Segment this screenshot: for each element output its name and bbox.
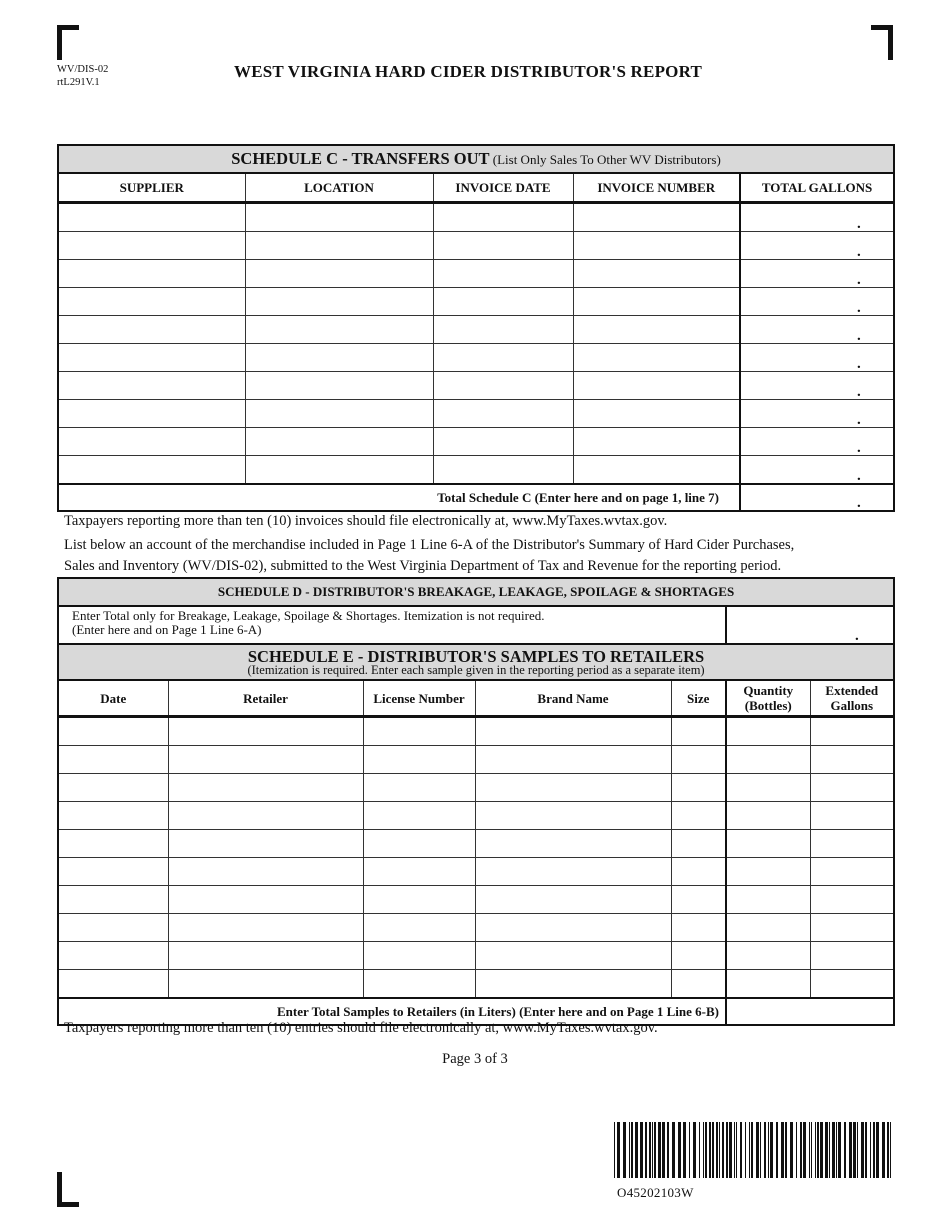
size-input[interactable] bbox=[671, 914, 726, 942]
quantity-input[interactable] bbox=[726, 717, 810, 746]
schedule-e-row bbox=[58, 774, 894, 802]
license-number-input[interactable] bbox=[363, 717, 475, 746]
barcode-bar bbox=[693, 1122, 696, 1178]
invoice-date-input[interactable] bbox=[433, 288, 573, 316]
total-gallons-input[interactable] bbox=[740, 344, 894, 372]
brand-name-input[interactable] bbox=[475, 942, 671, 970]
schedule-e-row bbox=[58, 970, 894, 999]
quantity-input[interactable] bbox=[726, 802, 810, 830]
schedule-c-row bbox=[58, 203, 894, 232]
quantity-input[interactable] bbox=[726, 914, 810, 942]
col-supplier: SUPPLIER bbox=[58, 173, 245, 203]
supplier-input[interactable] bbox=[58, 203, 245, 232]
brand-name-input[interactable] bbox=[475, 970, 671, 999]
invoice-number-input[interactable] bbox=[573, 428, 740, 456]
license-number-input[interactable] bbox=[363, 886, 475, 914]
extended-gallons-input[interactable] bbox=[810, 830, 894, 858]
schedule-c-row bbox=[58, 428, 894, 456]
retailer-input[interactable] bbox=[168, 717, 363, 746]
quantity-input[interactable] bbox=[726, 886, 810, 914]
schedule-e-header bbox=[58, 644, 894, 680]
license-number-input[interactable] bbox=[363, 830, 475, 858]
page-number: Page 3 of 3 bbox=[442, 1051, 508, 1067]
retailer-input[interactable] bbox=[168, 886, 363, 914]
invoice-number-input[interactable] bbox=[573, 400, 740, 428]
size-input[interactable] bbox=[671, 858, 726, 886]
corner-mark-top-right-h bbox=[871, 25, 893, 30]
barcode-bar bbox=[719, 1122, 720, 1178]
invoice-number-input[interactable] bbox=[573, 372, 740, 400]
retailer-input[interactable] bbox=[168, 858, 363, 886]
schedule-c-total-row bbox=[58, 484, 894, 511]
barcode-bar bbox=[654, 1122, 656, 1178]
license-number-input[interactable] bbox=[363, 858, 475, 886]
schedule-c-title-note: (List Only Sales To Other WV Distributors) bbox=[492, 152, 721, 167]
brand-name-input[interactable] bbox=[475, 886, 671, 914]
schedule-e-row bbox=[58, 942, 894, 970]
schedule-d-total-input[interactable] bbox=[726, 606, 894, 644]
barcode-bar bbox=[781, 1122, 784, 1178]
location-input[interactable] bbox=[245, 260, 433, 288]
retailer-input[interactable] bbox=[168, 942, 363, 970]
decimal-marker: . bbox=[857, 244, 861, 260]
barcode-bar bbox=[658, 1122, 661, 1178]
invoice-number-input[interactable] bbox=[573, 288, 740, 316]
schedule-c-table bbox=[57, 144, 895, 512]
quantity-input[interactable] bbox=[726, 942, 810, 970]
brand-name-input[interactable] bbox=[475, 717, 671, 746]
corner-mark-top-left-h bbox=[57, 25, 79, 30]
schedule-e-row bbox=[58, 914, 894, 942]
decimal-marker: . bbox=[857, 468, 861, 484]
location-input[interactable] bbox=[245, 232, 433, 260]
merchandise-note-line-2: Sales and Inventory (WV/DIS-02), submitted to the West Virginia Department of Tax and Revenue for the reporting period. bbox=[64, 558, 782, 574]
brand-name-input[interactable] bbox=[475, 746, 671, 774]
extended-gallons-input[interactable] bbox=[810, 886, 894, 914]
col-size: Size bbox=[671, 680, 726, 717]
date-input[interactable] bbox=[58, 942, 168, 970]
date-input[interactable] bbox=[58, 717, 168, 746]
barcode-bar bbox=[722, 1122, 724, 1178]
barcode-bar bbox=[712, 1122, 714, 1178]
date-input[interactable] bbox=[58, 914, 168, 942]
size-input[interactable] bbox=[671, 774, 726, 802]
date-input[interactable] bbox=[58, 886, 168, 914]
invoice-date-input[interactable] bbox=[433, 428, 573, 456]
schedule-e-efile-note: Taxpayers reporting more than ten (10) entries should file electronically at, www.MyTaxes.wvtax.gov. bbox=[64, 1020, 658, 1036]
decimal-marker: . bbox=[857, 328, 861, 344]
barcode-bar bbox=[716, 1122, 718, 1178]
barcode-bar bbox=[756, 1122, 759, 1178]
schedule-e-row bbox=[58, 886, 894, 914]
extended-gallons-input[interactable] bbox=[810, 717, 894, 746]
barcode-bar bbox=[809, 1122, 810, 1178]
size-input[interactable] bbox=[671, 746, 726, 774]
location-input[interactable] bbox=[245, 316, 433, 344]
col-total-gallons: TOTAL GALLONS bbox=[740, 173, 894, 203]
location-input[interactable] bbox=[245, 288, 433, 316]
schedule-e-row bbox=[58, 717, 894, 746]
barcode-bar bbox=[705, 1122, 707, 1178]
col-quantity: Quantity (Bottles) bbox=[726, 680, 810, 717]
barcode-bar bbox=[662, 1122, 665, 1178]
total-gallons-input[interactable] bbox=[740, 260, 894, 288]
quantity-input[interactable] bbox=[726, 970, 810, 999]
date-input[interactable] bbox=[58, 970, 168, 999]
total-gallons-input[interactable] bbox=[740, 232, 894, 260]
supplier-input[interactable] bbox=[58, 288, 245, 316]
schedule-e-column-headers bbox=[58, 680, 894, 717]
location-input[interactable] bbox=[245, 372, 433, 400]
barcode-bar bbox=[672, 1122, 675, 1178]
barcode-bar bbox=[764, 1122, 766, 1178]
invoice-number-input[interactable] bbox=[573, 203, 740, 232]
corner-mark-top-left bbox=[57, 25, 62, 60]
schedule-e-subtitle: (Itemization is required. Enter each sample given in the reporting period as a separate item) bbox=[247, 663, 705, 677]
decimal-marker: . bbox=[857, 495, 861, 511]
supplier-input[interactable] bbox=[58, 260, 245, 288]
schedule-c-total-input[interactable] bbox=[740, 484, 894, 511]
supplier-input[interactable] bbox=[58, 232, 245, 260]
supplier-input[interactable] bbox=[58, 400, 245, 428]
total-gallons-input[interactable] bbox=[740, 316, 894, 344]
barcode-bar bbox=[699, 1122, 700, 1178]
barcode-bar bbox=[614, 1122, 615, 1178]
location-input[interactable] bbox=[245, 400, 433, 428]
retailer-input[interactable] bbox=[168, 970, 363, 999]
supplier-input[interactable] bbox=[58, 344, 245, 372]
barcode-bar bbox=[861, 1122, 864, 1178]
corner-mark-top-right bbox=[888, 25, 893, 60]
col-invoice-number: INVOICE NUMBER bbox=[573, 173, 740, 203]
total-gallons-input[interactable] bbox=[740, 428, 894, 456]
decimal-marker: . bbox=[855, 628, 859, 644]
schedule-c-header bbox=[58, 145, 894, 173]
decimal-marker: . bbox=[857, 272, 861, 288]
barcode-bar bbox=[811, 1122, 812, 1178]
schedule-d-title: SCHEDULE D - DISTRIBUTOR'S BREAKAGE, LEAKAGE, SPOILAGE & SHORTAGES bbox=[58, 578, 894, 606]
barcode-bar bbox=[825, 1122, 828, 1178]
col-date: Date bbox=[58, 680, 168, 717]
schedule-c-row bbox=[58, 316, 894, 344]
decimal-marker: . bbox=[857, 412, 861, 428]
location-input[interactable] bbox=[245, 428, 433, 456]
total-gallons-input[interactable] bbox=[740, 372, 894, 400]
barcode-bar bbox=[853, 1122, 856, 1178]
size-input[interactable] bbox=[671, 830, 726, 858]
extended-gallons-input[interactable] bbox=[810, 942, 894, 970]
quantity-input[interactable] bbox=[726, 774, 810, 802]
license-number-input[interactable] bbox=[363, 746, 475, 774]
barcode-bar bbox=[820, 1122, 823, 1178]
barcode-bar bbox=[838, 1122, 841, 1178]
license-number-input[interactable] bbox=[363, 942, 475, 970]
schedule-c-title: SCHEDULE C - TRANSFERS OUT bbox=[231, 149, 490, 168]
schedule-e-total-label: Enter Total Samples to Retailers (in Liters) (Enter here and on Page 1 Line 6-B) bbox=[58, 998, 726, 1025]
decimal-marker: . bbox=[857, 440, 861, 456]
invoice-date-input[interactable] bbox=[433, 203, 573, 232]
decimal-marker: . bbox=[857, 356, 861, 372]
barcode-bar bbox=[729, 1122, 732, 1178]
barcode-bar bbox=[836, 1122, 837, 1178]
schedule-c-efile-note: Taxpayers reporting more than ten (10) invoices should file electronically at, www.MyTaxes.wvtax.gov. bbox=[64, 513, 668, 529]
brand-name-input[interactable] bbox=[475, 858, 671, 886]
extended-gallons-input[interactable] bbox=[810, 802, 894, 830]
supplier-input[interactable] bbox=[58, 372, 245, 400]
schedule-e-title: SCHEDULE E - DISTRIBUTOR'S SAMPLES TO RETAILERS bbox=[247, 647, 705, 666]
extended-gallons-input[interactable] bbox=[810, 970, 894, 999]
license-number-input[interactable] bbox=[363, 802, 475, 830]
brand-name-input[interactable] bbox=[475, 830, 671, 858]
license-number-input[interactable] bbox=[363, 774, 475, 802]
invoice-date-input[interactable] bbox=[433, 456, 573, 485]
barcode-bar bbox=[865, 1122, 867, 1178]
schedule-c-row bbox=[58, 344, 894, 372]
schedule-d-instruction-2: (Enter here and on Page 1 Line 6-A) bbox=[72, 622, 262, 637]
retailer-input[interactable] bbox=[168, 914, 363, 942]
col-extended-gallons: Extended Gallons bbox=[810, 680, 894, 717]
barcode-bar bbox=[890, 1122, 891, 1178]
barcode-bar bbox=[817, 1122, 819, 1178]
total-gallons-input[interactable] bbox=[740, 456, 894, 485]
col-invoice-date: INVOICE DATE bbox=[433, 173, 573, 203]
barcode bbox=[614, 1122, 893, 1178]
barcode-bar bbox=[645, 1122, 647, 1178]
barcode-bar bbox=[829, 1122, 830, 1178]
invoice-number-input[interactable] bbox=[573, 316, 740, 344]
barcode-bar bbox=[873, 1122, 875, 1178]
barcode-bar bbox=[751, 1122, 753, 1178]
invoice-date-input[interactable] bbox=[433, 316, 573, 344]
barcode-bar bbox=[844, 1122, 846, 1178]
retailer-input[interactable] bbox=[168, 774, 363, 802]
brand-name-input[interactable] bbox=[475, 802, 671, 830]
schedule-c-row bbox=[58, 456, 894, 485]
merchandise-note-line-1: List below an account of the merchandise included in Page 1 Line 6-A of the Distributor's Summary of Hard Cider Purchases, bbox=[64, 537, 795, 553]
brand-name-input[interactable] bbox=[475, 774, 671, 802]
schedule-c-row bbox=[58, 288, 894, 316]
barcode-bar bbox=[832, 1122, 835, 1178]
barcode-bar bbox=[776, 1122, 778, 1178]
corner-mark-bottom-left-h bbox=[57, 1202, 79, 1207]
total-gallons-input[interactable] bbox=[740, 288, 894, 316]
schedule-c-row bbox=[58, 260, 894, 288]
decimal-marker: . bbox=[857, 216, 861, 232]
barcode-bar bbox=[709, 1122, 711, 1178]
invoice-date-input[interactable] bbox=[433, 400, 573, 428]
barcode-bar bbox=[803, 1122, 806, 1178]
date-input[interactable] bbox=[58, 858, 168, 886]
schedule-e-total-input[interactable] bbox=[726, 998, 894, 1025]
license-number-input[interactable] bbox=[363, 970, 475, 999]
barcode-bar bbox=[736, 1122, 737, 1178]
date-input[interactable] bbox=[58, 774, 168, 802]
quantity-input[interactable] bbox=[726, 858, 810, 886]
barcode-bar bbox=[887, 1122, 889, 1178]
barcode-bar bbox=[849, 1122, 852, 1178]
barcode-bar bbox=[749, 1122, 750, 1178]
invoice-number-input[interactable] bbox=[573, 260, 740, 288]
barcode-bar bbox=[631, 1122, 633, 1178]
barcode-bar bbox=[882, 1122, 885, 1178]
barcode-bar bbox=[703, 1122, 704, 1178]
schedule-e-row bbox=[58, 830, 894, 858]
barcode-bar bbox=[652, 1122, 653, 1178]
total-gallons-input[interactable] bbox=[740, 400, 894, 428]
page-title: WEST VIRGINIA HARD CIDER DISTRIBUTOR'S REPORT bbox=[234, 62, 702, 81]
barcode-bar bbox=[683, 1122, 686, 1178]
schedule-d-instruction-1: Enter Total only for Breakage, Leakage, Spoilage & Shortages. Itemization is not required. bbox=[72, 608, 545, 623]
date-input[interactable] bbox=[58, 802, 168, 830]
barcode-bar bbox=[740, 1122, 742, 1178]
invoice-number-input[interactable] bbox=[573, 344, 740, 372]
schedule-d-e-table bbox=[57, 577, 895, 1026]
barcode-bar bbox=[857, 1122, 858, 1178]
location-input[interactable] bbox=[245, 456, 433, 485]
barcode-bar bbox=[745, 1122, 746, 1178]
barcode-bar bbox=[800, 1122, 802, 1178]
invoice-number-input[interactable] bbox=[573, 232, 740, 260]
quantity-input[interactable] bbox=[726, 830, 810, 858]
barcode-bar bbox=[635, 1122, 638, 1178]
extended-gallons-input[interactable] bbox=[810, 774, 894, 802]
location-input[interactable] bbox=[245, 203, 433, 232]
schedule-c-row bbox=[58, 232, 894, 260]
location-input[interactable] bbox=[245, 344, 433, 372]
form-revision: rtL291V.1 bbox=[57, 77, 100, 88]
barcode-bar bbox=[870, 1122, 871, 1178]
retailer-input[interactable] bbox=[168, 802, 363, 830]
license-number-input[interactable] bbox=[363, 914, 475, 942]
barcode-bar bbox=[623, 1122, 626, 1178]
date-input[interactable] bbox=[58, 746, 168, 774]
schedule-c-row bbox=[58, 400, 894, 428]
invoice-number-input[interactable] bbox=[573, 456, 740, 485]
invoice-date-input[interactable] bbox=[433, 372, 573, 400]
barcode-bar bbox=[726, 1122, 728, 1178]
invoice-date-input[interactable] bbox=[433, 232, 573, 260]
size-input[interactable] bbox=[671, 802, 726, 830]
barcode-bar bbox=[770, 1122, 773, 1178]
schedule-c-column-headers bbox=[58, 173, 894, 203]
size-input[interactable] bbox=[671, 717, 726, 746]
total-gallons-input[interactable] bbox=[740, 203, 894, 232]
schedule-e-row bbox=[58, 858, 894, 886]
supplier-input[interactable] bbox=[58, 428, 245, 456]
col-license-number: License Number bbox=[363, 680, 475, 717]
schedule-e-row bbox=[58, 746, 894, 774]
barcode-bar bbox=[790, 1122, 793, 1178]
barcode-text: O45202103W bbox=[617, 1185, 694, 1200]
schedule-c-row bbox=[58, 372, 894, 400]
retailer-input[interactable] bbox=[168, 746, 363, 774]
extended-gallons-input[interactable] bbox=[810, 914, 894, 942]
invoice-date-input[interactable] bbox=[433, 260, 573, 288]
barcode-bar bbox=[629, 1122, 630, 1178]
barcode-bar bbox=[796, 1122, 797, 1178]
supplier-input[interactable] bbox=[58, 456, 245, 485]
barcode-bar bbox=[768, 1122, 769, 1178]
size-input[interactable] bbox=[671, 886, 726, 914]
supplier-input[interactable] bbox=[58, 316, 245, 344]
decimal-marker: . bbox=[857, 384, 861, 400]
retailer-input[interactable] bbox=[168, 830, 363, 858]
extended-gallons-input[interactable] bbox=[810, 858, 894, 886]
barcode-bar bbox=[760, 1122, 761, 1178]
schedule-d-instructions bbox=[58, 606, 726, 644]
col-location: LOCATION bbox=[245, 173, 433, 203]
quantity-input[interactable] bbox=[726, 746, 810, 774]
decimal-marker: . bbox=[857, 300, 861, 316]
barcode-bar bbox=[815, 1122, 816, 1178]
invoice-date-input[interactable] bbox=[433, 344, 573, 372]
barcode-bar bbox=[734, 1122, 735, 1178]
barcode-bar bbox=[640, 1122, 643, 1178]
barcode-bar bbox=[689, 1122, 690, 1178]
col-brand-name: Brand Name bbox=[475, 680, 671, 717]
barcode-bar bbox=[678, 1122, 681, 1178]
barcode-bar bbox=[876, 1122, 879, 1178]
schedule-c-total-label: Total Schedule C (Enter here and on page 1, line 7) bbox=[58, 484, 740, 511]
size-input[interactable] bbox=[671, 942, 726, 970]
size-input[interactable] bbox=[671, 970, 726, 999]
barcode-bar bbox=[667, 1122, 669, 1178]
schedule-e-row bbox=[58, 802, 894, 830]
form-id: WV/DIS-02 bbox=[57, 64, 109, 75]
col-retailer: Retailer bbox=[168, 680, 363, 717]
extended-gallons-input[interactable] bbox=[810, 746, 894, 774]
barcode-bar bbox=[617, 1122, 620, 1178]
brand-name-input[interactable] bbox=[475, 914, 671, 942]
barcode-bar bbox=[785, 1122, 787, 1178]
date-input[interactable] bbox=[58, 830, 168, 858]
barcode-bar bbox=[649, 1122, 651, 1178]
